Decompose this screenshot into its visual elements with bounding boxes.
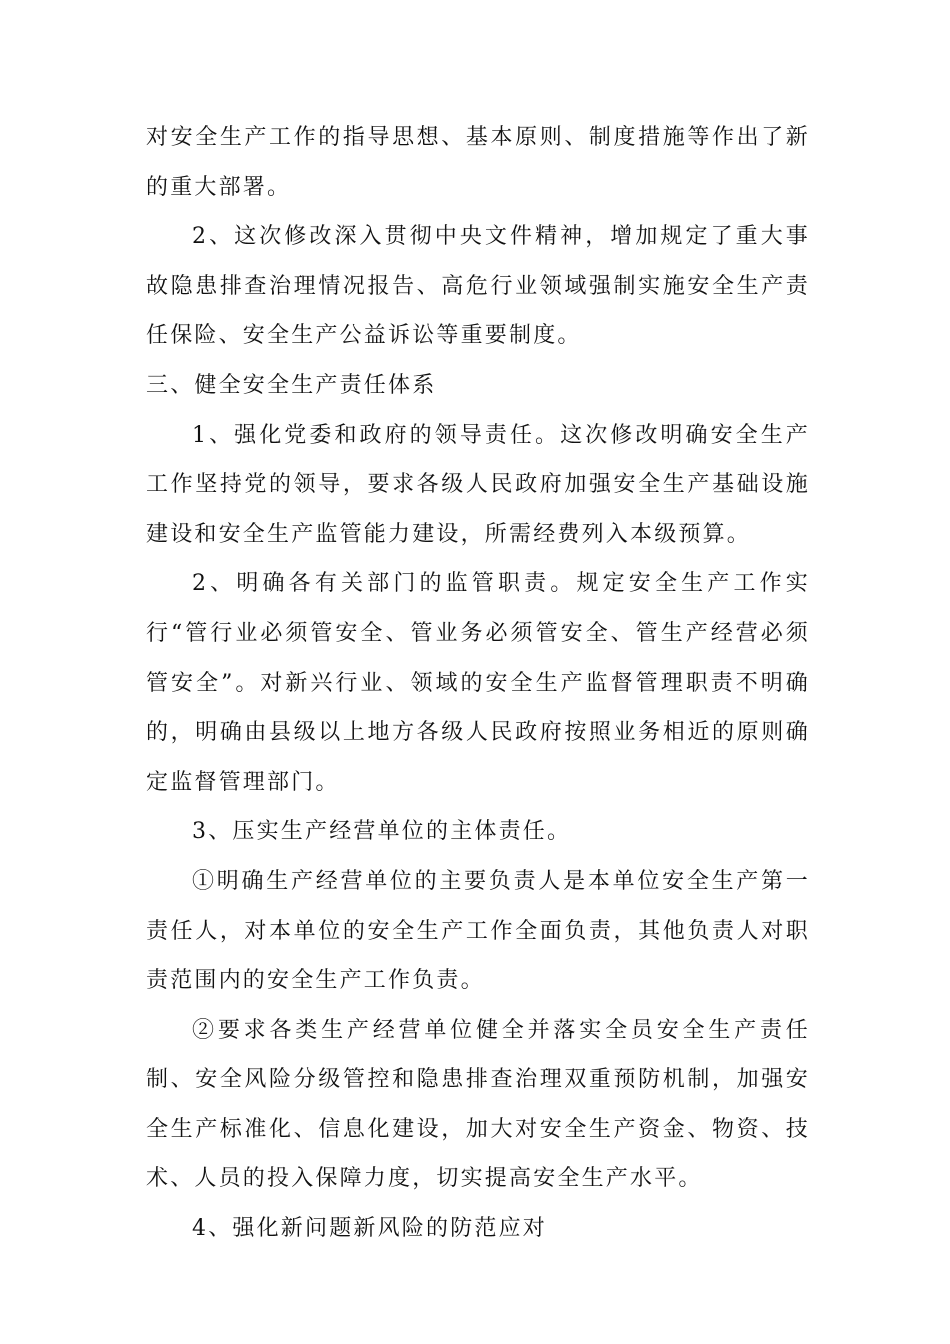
document-body [146, 113, 810, 1254]
paragraph-deployment-continuation: 对安全生产工作的指导思想、基本原则、制度措施等作出了新的重大部署。 [146, 125, 810, 200]
section-heading-3: 三、健全安全生产责任体系 [146, 372, 437, 398]
paragraph-subitem-2-prevention-mechanism: ②要求各类生产经营单位健全并落实全员安全生产责任制、安全风险分级管控和隐患排查治理双重预防机制，加强安全生产标准化、信息化建设，加大对安全生产资金、物资、技术、人员的投入保障力度，切实提高安全生产水平。 [146, 1017, 810, 1192]
paragraph-subitem-1-principal-responsible: ①明确生产经营单位的主要负责人是本单位安全生产第一责任人，对本单位的安全生产工作全面负责，其他负责人对职责范围内的安全生产工作负责。 [146, 868, 810, 994]
paragraph-item-2-department-duties: 2、明确各有关部门的监管职责。规定安全生产工作实行“管行业必须管安全、管业务必须管安全、管生产经营必须管安全”。对新兴行业、领域的安全生产监督管理职责不明确的，明确由县级以上地方各级人民政府按照业务相近的原则确定监督管理部门。 [146, 571, 810, 795]
paragraph-item-3-enterprise-responsibility: 3、压实生产经营单位的主体责任。 [192, 819, 572, 845]
paragraph-item-1-party-leadership: 1、强化党委和政府的领导责任。这次修改明确安全生产工作坚持党的领导，要求各级人民政府加强安全生产基础设施建设和安全生产监管能力建设，所需经费列入本级预算。 [146, 422, 810, 547]
paragraph-item-2-central-documents: 2、这次修改深入贯彻中央文件精神，增加规定了重大事故隐患排查治理情况报告、高危行业领域强制实施安全生产责任保险、安全生产公益诉讼等重要制度。 [146, 224, 810, 349]
paragraph-item-4-new-risks: 4、强化新问题新风险的防范应对 [192, 1216, 547, 1242]
